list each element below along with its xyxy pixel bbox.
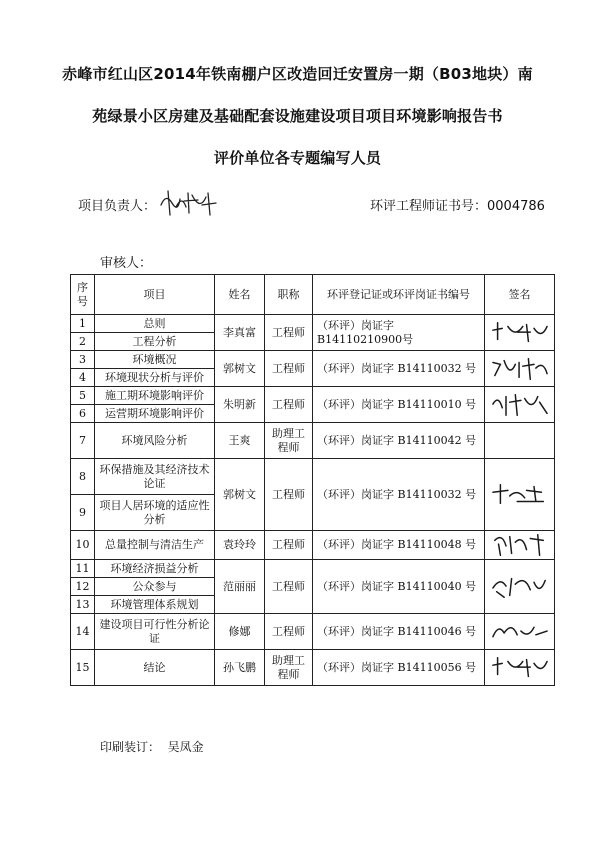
author-signature <box>485 315 555 351</box>
table-row <box>71 315 555 333</box>
author-certificate: （环评）岗证字 B14110032 号 <box>313 351 485 387</box>
row-number: 2 <box>71 333 95 351</box>
author-certificate: （环评）岗证字 B14110046 号 <box>313 614 485 650</box>
author-certificate: （环评）岗证字 B14110042 号 <box>313 423 485 459</box>
author-signature <box>485 387 555 423</box>
printing-label: 印刷装订： <box>100 740 161 754</box>
row-topic: 环境经济损益分析 <box>95 560 215 578</box>
handwritten-signature <box>488 319 552 347</box>
row-number: 3 <box>71 351 95 369</box>
author-title: 工程师 <box>265 387 313 423</box>
row-topic: 运营期环境影响评价 <box>95 405 215 423</box>
row-number: 13 <box>71 596 95 614</box>
handwritten-signature <box>488 618 552 646</box>
row-number: 1 <box>71 315 95 333</box>
row-topic: 环境管理体系规划 <box>95 596 215 614</box>
author-name: 郭树文 <box>215 351 265 387</box>
author-title: 助理工程师 <box>265 423 313 459</box>
author-signature <box>485 650 555 686</box>
table-row <box>71 423 555 459</box>
author-title: 工程师 <box>265 560 313 614</box>
row-number: 12 <box>71 578 95 596</box>
handwritten-signature <box>488 481 552 509</box>
handwritten-signature <box>488 573 552 601</box>
author-name: 范丽丽 <box>215 560 265 614</box>
row-number: 8 <box>71 459 95 495</box>
certificate-value: 0004786 <box>487 199 545 214</box>
author-name: 修娜 <box>215 614 265 650</box>
author-signature <box>485 423 555 459</box>
reviewer-label: 审核人： <box>100 256 153 271</box>
printing-credit <box>100 738 204 755</box>
row-topic: 施工期环境影响评价 <box>95 387 215 405</box>
handwritten-signature <box>488 531 552 559</box>
author-title: 工程师 <box>265 531 313 560</box>
handwritten-signature <box>488 654 552 682</box>
row-topic: 总量控制与清洁生产 <box>95 531 215 560</box>
project-leader-signature <box>158 185 220 219</box>
author-name: 郭树文 <box>215 459 265 531</box>
header-name: 姓名 <box>215 275 265 315</box>
table-body <box>71 315 555 686</box>
handwritten-signature <box>488 391 552 419</box>
authors-table <box>70 274 555 686</box>
report-title-line-1: 赤峰市红山区2014年铁南棚户区改造回迁安置房一期（B03地块）南 <box>62 65 533 83</box>
printing-name: 吴凤金 <box>167 740 204 754</box>
header-title: 职称 <box>265 275 313 315</box>
row-topic: 结论 <box>95 650 215 686</box>
report-subtitle: 评价单位各专题编写人员 <box>213 149 382 167</box>
row-number: 10 <box>71 531 95 560</box>
row-number: 11 <box>71 560 95 578</box>
author-certificate: （环评）岗证字 B14110040 号 <box>313 560 485 614</box>
row-topic: 建设项目可行性分析论证 <box>95 614 215 650</box>
row-topic: 工程分析 <box>95 333 215 351</box>
author-signature <box>485 531 555 560</box>
author-title: 工程师 <box>265 459 313 531</box>
author-signature <box>485 459 555 531</box>
author-certificate: （环评）岗证字 B14110210900号 <box>313 315 485 351</box>
project-leader-label: 项目负责人： <box>78 199 157 214</box>
table-row <box>71 650 555 686</box>
author-signature <box>485 560 555 614</box>
header-signature: 签名 <box>485 275 555 315</box>
author-title: 工程师 <box>265 351 313 387</box>
table-row <box>71 351 555 369</box>
row-number: 4 <box>71 369 95 387</box>
row-topic: 总则 <box>95 315 215 333</box>
author-name: 朱明新 <box>215 387 265 423</box>
author-certificate: （环评）岗证字 B14110010 号 <box>313 387 485 423</box>
table-row <box>71 614 555 650</box>
row-number: 6 <box>71 405 95 423</box>
row-number: 14 <box>71 614 95 650</box>
certificate-label: 环评工程师证书号： <box>370 199 488 214</box>
table-row <box>71 387 555 405</box>
author-title: 助理工程师 <box>265 650 313 686</box>
row-number: 9 <box>71 495 95 531</box>
header-topic: 项目 <box>95 275 215 315</box>
table-row <box>71 531 555 560</box>
author-certificate: （环评）岗证字 B14110032 号 <box>313 459 485 531</box>
row-number: 5 <box>71 387 95 405</box>
report-title-line-2: 苑绿景小区房建及基础配套设施建设项目项目环境影响报告书 <box>92 107 503 125</box>
author-title: 工程师 <box>265 614 313 650</box>
author-certificate: （环评）岗证字 B14110048 号 <box>313 531 485 560</box>
row-topic: 环境现状分析与评价 <box>95 369 215 387</box>
row-number: 15 <box>71 650 95 686</box>
table-row <box>71 459 555 495</box>
table-row <box>71 560 555 578</box>
header-cert: 环评登记证或环评岗证书编号 <box>313 275 485 315</box>
certificate-number <box>370 195 545 214</box>
row-topic: 公众参与 <box>95 578 215 596</box>
handwritten-signature <box>488 355 552 383</box>
header-no: 序号 <box>71 275 95 315</box>
row-number: 7 <box>71 423 95 459</box>
author-certificate: （环评）岗证字 B14110056 号 <box>313 650 485 686</box>
row-topic: 环保措施及其经济技术论证 <box>95 459 215 495</box>
author-name: 王爽 <box>215 423 265 459</box>
table-header-row <box>71 275 555 315</box>
author-title: 工程师 <box>265 315 313 351</box>
author-name: 孙飞鹏 <box>215 650 265 686</box>
author-signature <box>485 351 555 387</box>
row-topic: 环境概况 <box>95 351 215 369</box>
author-name: 李真富 <box>215 315 265 351</box>
author-signature <box>485 614 555 650</box>
row-topic: 环境风险分析 <box>95 423 215 459</box>
row-topic: 项目人居环境的适应性分析 <box>95 495 215 531</box>
author-name: 袁玲玲 <box>215 531 265 560</box>
